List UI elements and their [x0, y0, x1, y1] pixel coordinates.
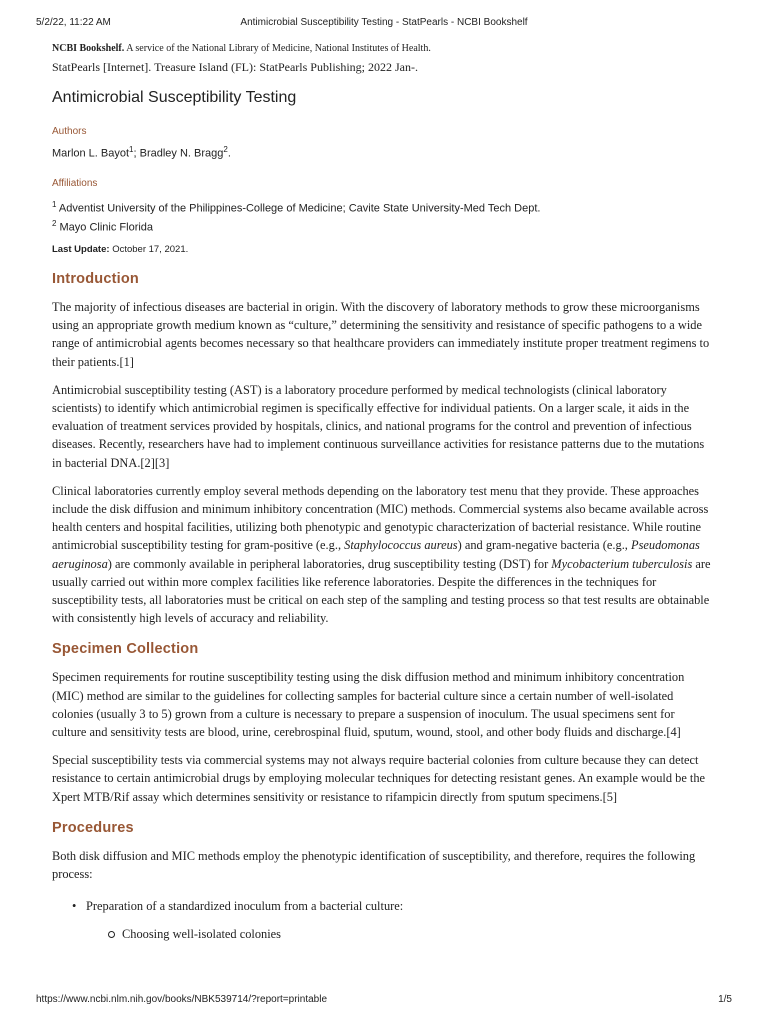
- paragraph: Clinical laboratories currently employ several methods depending on the laboratory test menu that they provide. These approaches include the disk diffusion and minimum inhibitory concentration (MIC) methods. Commercial systems also became available across health centers and hospital facilities, utilizing both phenotypic and genotypic characterization of bacterial resistance. While routine antimicrobial susceptibility testing for gram-positive (e.g., Staphylococcus aureus) and gram-negative bacteria (e.g., Pseudomonas aeruginosa) are commonly available in peripheral laboratories, drug susceptibility testing (DST) for Mycobacterium tuberculosis are usually carried out within more complex facilities like reference laboratories. Despite the differences in the techniques for susceptibility tests, all laboratories must be critical on each step of the sampling and testing process so that test results are obtainable with consistently high levels of accuracy and reliability.: [52, 483, 711, 626]
- bullet-icon: •: [72, 899, 77, 914]
- list-item: Choosing well-isolated colonies: [122, 925, 712, 943]
- author-name[interactable]: Bradley N. Bragg: [139, 147, 224, 160]
- paragraph: Specimen requirements for routine susceptibility testing using the disk diffusion method and minimum inhibitory concentration (MIC) method are similar to the guidelines for collecting samples for bacterial culture since a certain number of well-isolated colonies (usually 3 to 5) grown from a culture is necessary to prepare a suspension of inoculum. The usual specimens sent for culture and sensitivity tests are blood, urine, cerebrospinal fluid, sputum, wound, stool, and other body fluids and discharge.[4]: [52, 670, 685, 740]
- section-heading: Specimen Collection: [52, 641, 199, 658]
- paragraph: Special susceptibility tests via commercial systems may not always require bacterial colonies from culture because they can detect resistance to certain antimicrobial drugs by employing molecular techniques for detecting resistant genes. An example would be the Xpert MTB/Rif assay which determines sensitivity or resistance to rifampicin directly from sputum specimens.[5]: [52, 753, 706, 804]
- section-introduction: [52, 271, 712, 627]
- paragraph: Both disk diffusion and MIC methods employ the phenotypic identification of susceptibility, and therefore, requires the following process:: [52, 848, 696, 882]
- bookshelf-banner: [52, 43, 712, 54]
- citation-line: [52, 60, 712, 75]
- bookshelf-brand[interactable]: NCBI Bookshelf.: [52, 43, 125, 54]
- page-number: 1/5: [718, 994, 732, 1005]
- section-procedures: [52, 820, 712, 943]
- species-name: Staphylococcus aureus: [344, 538, 458, 553]
- affiliations-label[interactable]: Affiliations: [52, 177, 98, 189]
- affiliation-item: $^1$ Adventist University of the Philippines-College of Medicine; Cavite State University-Med Tech Dept.: [52, 199, 541, 215]
- affiliation-list: [52, 197, 712, 236]
- author-affiliation-ref[interactable]: 2: [223, 145, 228, 154]
- author-affiliation-ref[interactable]: 1: [129, 145, 134, 154]
- author-name[interactable]: Marlon L. Bayot: [52, 147, 130, 160]
- procedure-sublist: [86, 925, 712, 943]
- species-name: Pseudomonas aeruginosa: [52, 538, 700, 571]
- citation-prefix[interactable]: StatPearls [Internet].: [52, 60, 152, 74]
- open-bullet-icon: [108, 931, 115, 938]
- article-title: Antimicrobial Susceptibility Testing: [52, 89, 297, 106]
- print-date: 5/2/22, 11:22 AM: [36, 17, 111, 28]
- last-update: [52, 244, 712, 255]
- last-update-label: Last Update:: [52, 243, 110, 255]
- paragraph: The majority of infectious diseases are bacterial in origin. With the discovery of laboratory methods to grow these microorganisms using an appropriate growth medium known as “culture,” determining the sensitivity and resistance of specific pathogens to a wide range of antimicrobial agents becomes necessary so that healthcare providers can immediately institute proper treatment regimens to their patients.[1]: [52, 299, 710, 369]
- bookshelf-tagline: A service of the National Library of Medicine, National Institutes of Health.: [126, 43, 431, 54]
- affiliation-item: $^2$ Mayo Clinic Florida: [52, 219, 154, 234]
- article-content: [52, 43, 712, 957]
- last-update-date: October 17, 2021.: [112, 243, 189, 255]
- species-name: Mycobacterium tuberculosis: [551, 556, 693, 571]
- author-list: Marlon L. Bayot$^1$; Bradley N. Bragg$^2$.: [52, 145, 231, 160]
- print-url[interactable]: https://www.ncbi.nlm.nih.gov/books/NBK539714/?report=printable: [36, 994, 328, 1005]
- print-page-title: Antimicrobial Susceptibility Testing - StatPearls - NCBI Bookshelf: [240, 17, 528, 28]
- procedure-list: [52, 897, 712, 943]
- citation-publisher: Treasure Island (FL): StatPearls Publishing; 2022 Jan-.: [154, 60, 418, 74]
- section-heading: Procedures: [52, 819, 134, 836]
- section-specimen-collection: [52, 641, 712, 805]
- authors-label[interactable]: Authors: [52, 126, 87, 137]
- section-heading: Introduction: [52, 270, 139, 287]
- list-item: • Preparation of a standardized inoculum from a bacterial culture: Choosing well-isolated colonies: [86, 897, 712, 943]
- paragraph: Antimicrobial susceptibility testing (AST) is a laboratory procedure performed by medical technologists (clinical laboratory scientists) to identify which antimicrobial regimen is specifically effective for individual patients. On a larger scale, it aids in the evaluation of treatment services provided by hospitals, clinics, and national programs for the control and prevention of infectious diseases. Recently, researchers have had to implement continuous surveillance activities for resistance patterns due to the mutations in bacterial DNA.[2][3]: [52, 382, 705, 470]
